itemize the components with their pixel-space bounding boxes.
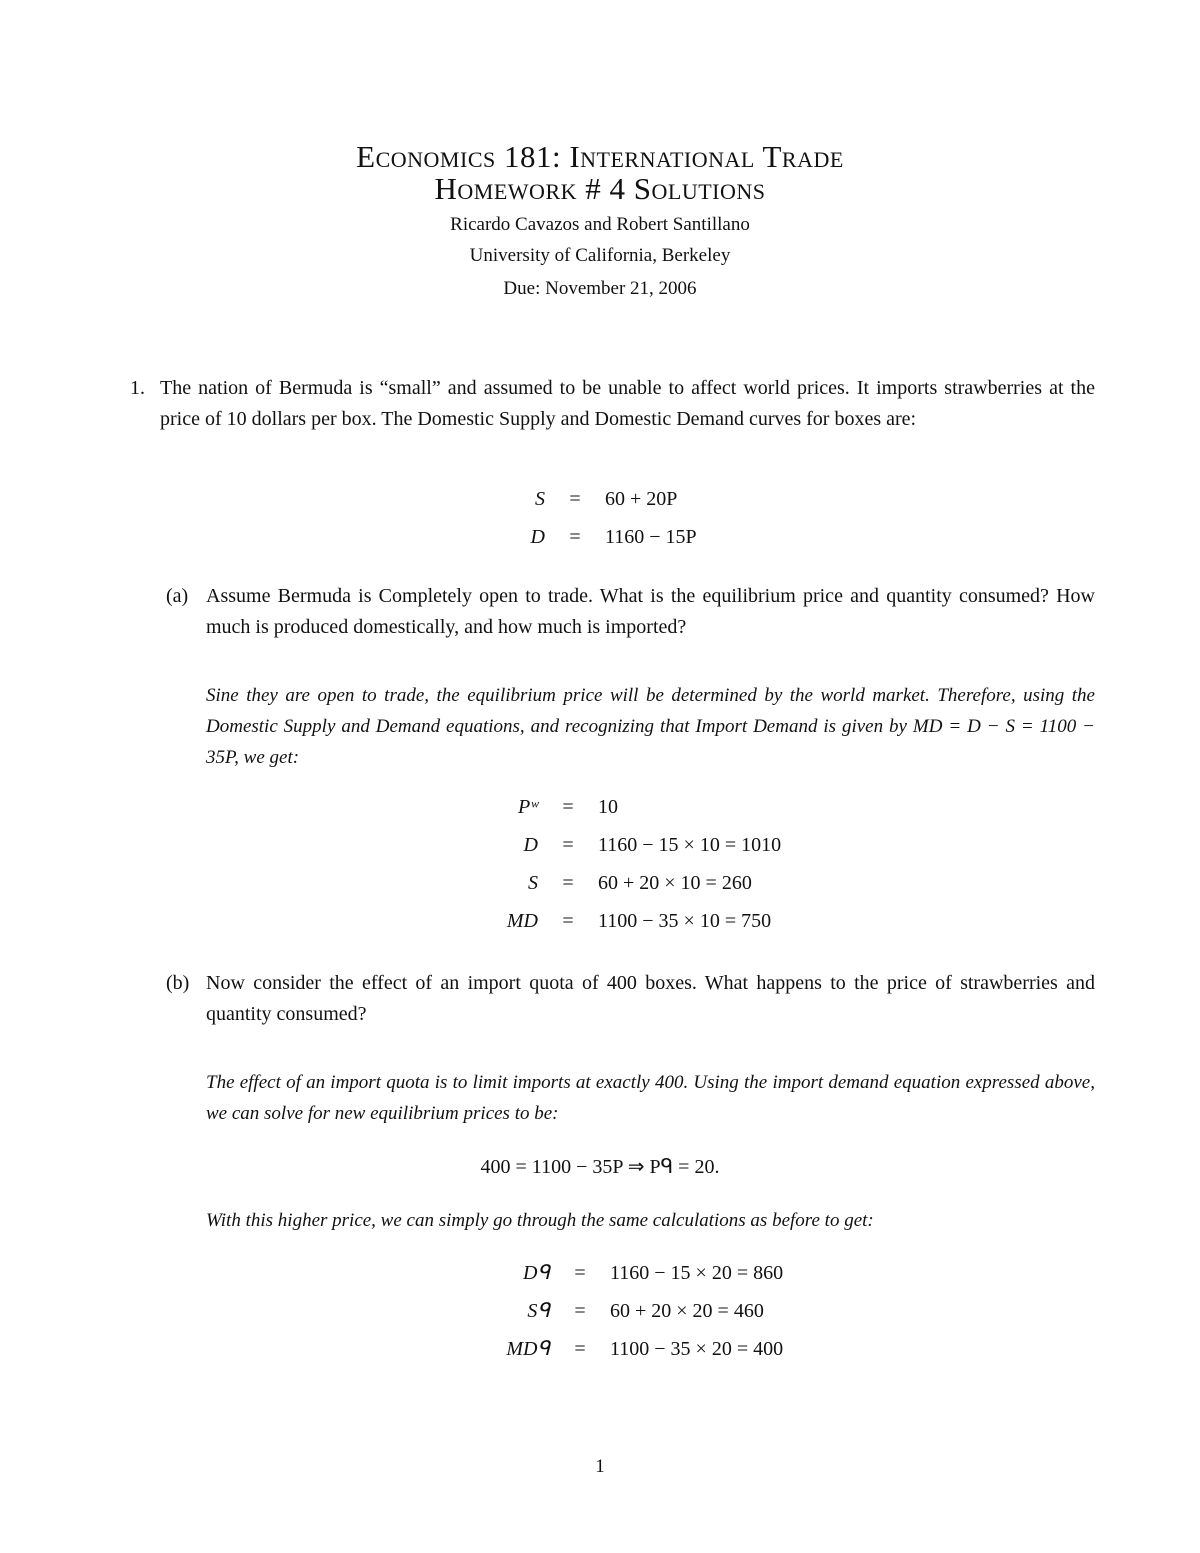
authors: Ricardo Cavazos and Robert Santillano xyxy=(450,214,750,235)
equation-rhs: 1160 − 15 × 20 = 860 xyxy=(610,1262,784,1284)
part-b-label: (b) xyxy=(166,972,190,994)
equation-rhs: 10 xyxy=(598,796,618,818)
part-b-answer-1: The effect of an import quota is to limit imports at exactly 400. Using the import demand equation expressed above, we can solve for new equilibrium prices to be: xyxy=(206,1072,1095,1124)
equation-rhs: 60 + 20P xyxy=(605,488,678,510)
equation-relation: = xyxy=(562,834,574,856)
equation-relation: = xyxy=(562,910,574,932)
equation-relation: = xyxy=(574,1262,586,1284)
title-line-1: Economics 181: International Trade xyxy=(356,139,844,174)
due-date: Due: November 21, 2006 xyxy=(503,278,697,299)
equation-rhs: 1160 − 15P xyxy=(605,526,697,548)
question-1-text: The nation of Bermuda is “small” and assumed to be unable to affect world prices. It imports strawberries at the price of 10 dollars per box. The Domestic Supply and Domestic Demand curves for boxes are: xyxy=(160,377,1095,430)
part-a-question: Assume Bermuda is Completely open to trade. What is the equilibrium price and quantity consumed? How much is produced domestically, and how much is imported? xyxy=(206,585,1095,638)
equation-rhs: 1100 − 35 × 20 = 400 xyxy=(610,1338,784,1360)
equation-lhs: D xyxy=(530,526,545,548)
institution: University of California, Berkeley xyxy=(469,245,731,266)
part-a-answer: Sine they are open to trade, the equilibrium price will be determined by the world market. Therefore, using the Domestic Supply and Demand equations, and recognizing that Import Demand is given by MD = D − S = 1100 − 35P, we get: xyxy=(206,685,1095,768)
equation-row xyxy=(420,1298,840,1336)
equation-row xyxy=(420,1260,840,1298)
equation-relation: = xyxy=(569,488,581,510)
equation-relation: = xyxy=(574,1300,586,1322)
part-a-equations xyxy=(420,796,840,948)
equation-row xyxy=(430,488,770,526)
question-number: 1. xyxy=(130,377,145,399)
equation-lhs: Sᑫ xyxy=(527,1300,550,1322)
equation-lhs: S xyxy=(528,872,538,894)
equation-relation: = xyxy=(562,872,574,894)
part-b-question: Now consider the effect of an import quota of 400 boxes. What happens to the price of strawberries and quantity consumed? xyxy=(206,972,1095,1025)
equation-relation: = xyxy=(569,526,581,548)
equation-row xyxy=(430,526,770,564)
equation-lhs: D xyxy=(523,834,538,856)
equation-lhs: S xyxy=(535,488,545,510)
page-number: 1 xyxy=(595,1456,605,1477)
part-b-answer-2: With this higher price, we can simply go through the same calculations as before to get: xyxy=(206,1210,874,1231)
equation-row xyxy=(420,796,840,834)
equation-lhs: Pʷ xyxy=(518,796,538,818)
quota-price-equation: 400 = 1100 − 35P ⇒ Pᑫ = 20. xyxy=(480,1156,720,1178)
equation-row xyxy=(420,872,840,910)
equation-row xyxy=(420,1336,840,1374)
equation-lhs: MDᑫ xyxy=(506,1338,550,1360)
equation-relation: = xyxy=(574,1338,586,1360)
equation-rhs: 60 + 20 × 20 = 460 xyxy=(610,1300,764,1322)
supply-demand-equations xyxy=(430,488,770,564)
equation-lhs: MD xyxy=(506,910,538,932)
part-b-equations xyxy=(420,1260,840,1374)
equation-row xyxy=(420,910,840,948)
equation-rhs: 1100 − 35 × 10 = 750 xyxy=(598,910,772,932)
title-line-2: Homework # 4 Solutions xyxy=(434,171,766,206)
part-a-label: (a) xyxy=(166,585,189,607)
equation-rhs: 1160 − 15 × 10 = 1010 xyxy=(598,834,782,856)
equation-row xyxy=(420,834,840,872)
equation-lhs: Dᑫ xyxy=(522,1262,550,1284)
equation-rhs: 60 + 20 × 10 = 260 xyxy=(598,872,752,894)
equation-relation: = xyxy=(562,796,574,818)
